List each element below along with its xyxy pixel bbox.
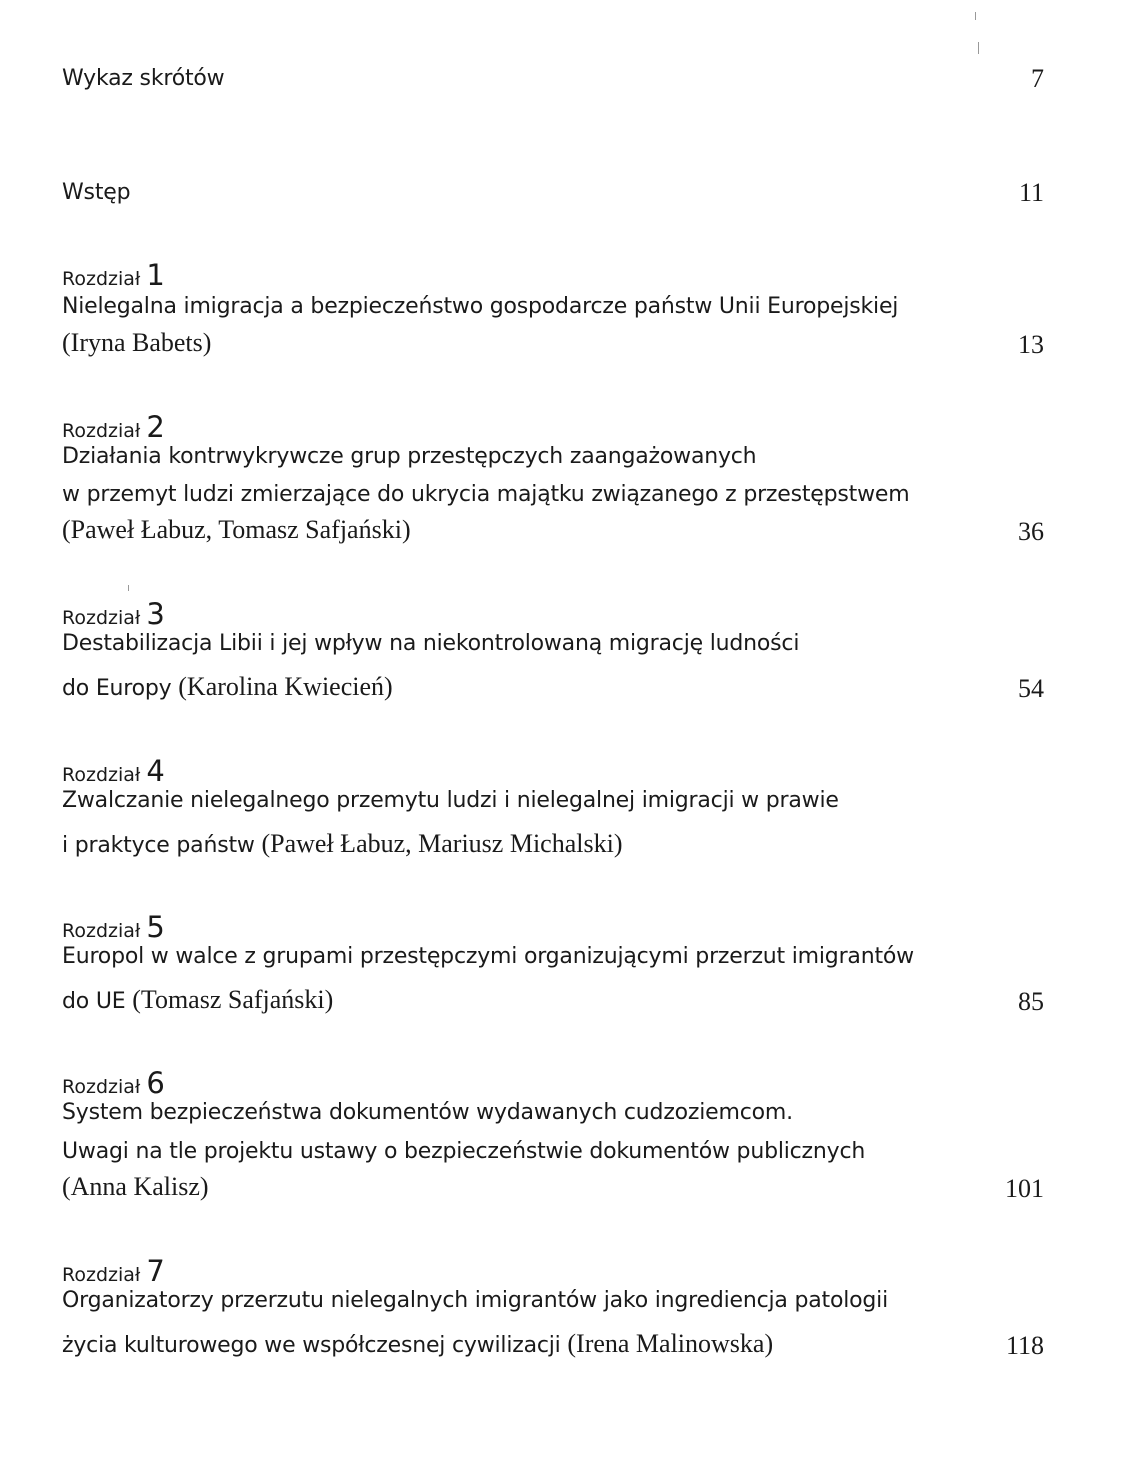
chapter-number: 2 [146,410,165,444]
chapter-author: (Karolina Kwiecień) [178,672,393,701]
chapter-author: (Tomasz Safjański) [132,985,334,1014]
chapter-label: Rozdział [62,607,141,629]
chapter-number: 1 [146,258,165,292]
chapter-title-tail: życia kulturowego we współczesnej cywilizacji [62,1333,568,1358]
chapter-title-line: Zwalczanie nielegalnego przemytu ludzi i nielegalnej imigracji w prawie [62,788,839,813]
chapter-heading [62,910,165,944]
chapter-heading [62,1254,165,1288]
entry-title: Wstęp [62,180,131,205]
scan-speck [978,42,979,54]
entry-title: Wykaz skrótów [62,66,225,91]
chapter-number: 7 [146,1254,165,1288]
chapter-last-line [62,985,333,1015]
scan-speck [128,585,129,591]
page-number: 13 [1018,330,1044,359]
chapter-heading [62,410,165,444]
chapter-title-line: System bezpieczeństwa dokumentów wydawanych cudzoziemcom. [62,1100,793,1125]
chapter-label: Rozdział [62,420,141,442]
chapter-title-tail: i praktyce państw [62,833,262,858]
chapter-title-line: Nielegalna imigracja a bezpieczeństwo gospodarcze państw Unii Europejskiej [62,294,899,319]
chapter-title-tail: do Europy [62,676,179,701]
chapter-title-line: Uwagi na tle projektu ustawy o bezpieczeństwie dokumentów publicznych [62,1139,866,1164]
chapter-author: (Paweł Łabuz, Tomasz Safjański) [62,515,411,544]
page-number: 11 [1018,178,1044,207]
chapter-label: Rozdział [62,268,141,290]
chapter-number: 6 [146,1066,165,1100]
chapter-number: 5 [146,910,165,944]
chapter-author-line [62,1172,209,1202]
chapter-title-line: w przemyt ludzi zmierzające do ukrycia majątku związanego z przestępstwem [62,482,910,507]
page-number: 54 [1018,674,1044,703]
page-number: 7 [1031,64,1044,93]
chapter-title-line: Organizatorzy przerzutu nielegalnych imigrantów jako ingrediencja patologii [62,1288,888,1313]
chapter-author-line [62,515,411,545]
page-number: 118 [1005,1331,1044,1360]
chapter-last-line [62,672,393,702]
chapter-author: (Paweł Łabuz, Mariusz Michalski) [261,829,623,858]
chapter-author: (Anna Kalisz) [62,1172,209,1201]
chapter-heading [62,1066,165,1100]
chapter-number: 3 [146,597,165,631]
scan-speck [975,12,976,20]
chapter-heading [62,258,165,292]
chapter-label: Rozdział [62,920,141,942]
chapter-last-line [62,829,623,859]
page-number: 101 [1005,1174,1044,1203]
page-number: 36 [1018,517,1044,546]
page-number: 85 [1018,987,1044,1016]
chapter-last-line [62,1329,773,1359]
chapter-heading [62,754,165,788]
chapter-label: Rozdział [62,764,141,786]
chapter-title-line: Destabilizacja Libii i jej wpływ na niekontrolowaną migrację ludności [62,631,800,656]
chapter-title-line: Działania kontrwykrywcze grup przestępczych zaangażowanych [62,444,757,469]
chapter-author: (Irena Malinowska) [567,1329,774,1358]
chapter-heading [62,597,165,631]
chapter-number: 4 [146,754,165,788]
chapter-author-line [62,328,211,358]
chapter-label: Rozdział [62,1264,141,1286]
chapter-title-line: Europol w walce z grupami przestępczymi organizującymi przerzut imigrantów [62,944,914,969]
chapter-author: (Iryna Babets) [62,328,212,357]
chapter-label: Rozdział [62,1076,141,1098]
chapter-title-tail: do UE [62,989,133,1014]
